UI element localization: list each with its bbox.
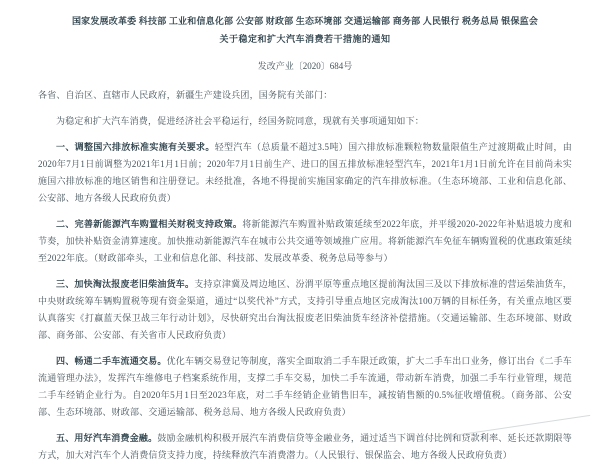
salutation-line: 各省、自治区、直辖市人民政府，新疆生产建设兵团，国务院有关部门：: [38, 90, 333, 100]
section-1-heading: 一、调整国六排放标准实施有关要求。: [56, 142, 215, 152]
document-title: 关于稳定和扩大汽车消费若干措施的通知: [219, 34, 391, 44]
intro-paragraph: 为稳定和扩大汽车消费，促进经济社会平稳运行，经国务院同意，现就有关事项通知如下：: [56, 116, 425, 126]
document-number: 发改产业〔2020〕684号: [257, 61, 353, 71]
document-body: [38, 87, 572, 464]
section-1-paragraph: [38, 139, 572, 207]
section-1-body: 轻型汽车（总质量不超过3.5吨）国六排放标准颗粒物数量限值生产过渡期截止时间，由2020年7月1日前调整为2021年1月1日前；2020年7月1日前生产、进口的国五排放标准轻型汽车，2021年1月1日前允许在目前尚未实施国六排放标准的地区销售和注册登记。未经批准，各地不得提前实施国家确定的汽车排放标准。（生态环境部、工业和信息化部、公安部、地方各级人民政府负责）: [38, 142, 572, 203]
section-3-body: 支持京津冀及周边地区、汾渭平原等重点地区提前淘汰国三及以下排放标准的营运柴油货车，中央财政统筹车辆购置税等现有资金渠道，通过“以奖代补”方式，支持引导重点地区完成淘汰100万辆的目标任务，有关重点地区要认真落实《打赢蓝天保卫战三年行动计划》，尽快研究出台淘汰报废老旧柴油货车经济补偿措施。（交通运输部、生态环境部、财政部、商务部、公安部、有关省市人民政府负责）: [38, 279, 572, 340]
section-5-paragraph: [38, 430, 572, 464]
section-5-heading: 五、用好汽车消费金融。: [56, 433, 158, 443]
section-4-body: 优化车辆交易登记等制度，落实全面取消二手车限迁政策，扩大二手车出口业务，修订出台《二手车流通管理办法》，发挥汽车维修电子档案系统作用，支撑二手车交易，加快二手车流通，带动新车消费，加强二手车行业管理，规范二手车经销企业行为。自2020年5月1日至2023年底，对二手车经销企业销售旧车，减按销售额的0.5%征收增值税。（商务部、公安部、生态环境部、财政部、交通运输部、税务总局、地方各级人民政府负责）: [38, 356, 572, 417]
section-4-paragraph: [38, 353, 572, 421]
section-3-paragraph: [38, 276, 572, 344]
document-issuers: 国家发展改革委 科技部 工业和信息化部 公安部 财政部 生态环境部 交通运输部 商务部 人民银行 税务总局 银保监会: [71, 16, 539, 26]
section-3-heading: 三、加快淘汰报废老旧柴油货车。: [56, 279, 195, 289]
section-2-paragraph: [38, 216, 572, 267]
section-2-body: 将新能源汽车购置补贴政策延续至2022年底，并平缓2020-2022年补贴退坡力度和节奏，加快补贴资金清算速度。加快推动新能源汽车在城市公共交通等领域推广应用。将新能源汽车免征车辆购置税的优惠政策延续至2022年底。（财政部牵头，工业和信息化部、科技部、发展改革委、税务总局等参与）: [38, 219, 572, 263]
section-2-heading: 二、完善新能源汽车购置相关财税支持政策。: [56, 219, 243, 229]
section-5-body: 鼓励金融机构积极开展汽车消费信贷等金融业务，通过适当下调首付比例和贷款利率、延长还款期限等方式，加大对汽车个人消费信贷支持力度，持续释放汽车消费潜力。（人民银行、银保监会、地方各级人民政府负责）: [38, 433, 572, 460]
section-4-heading: 四、畅通二手车流通交易。: [56, 356, 167, 366]
